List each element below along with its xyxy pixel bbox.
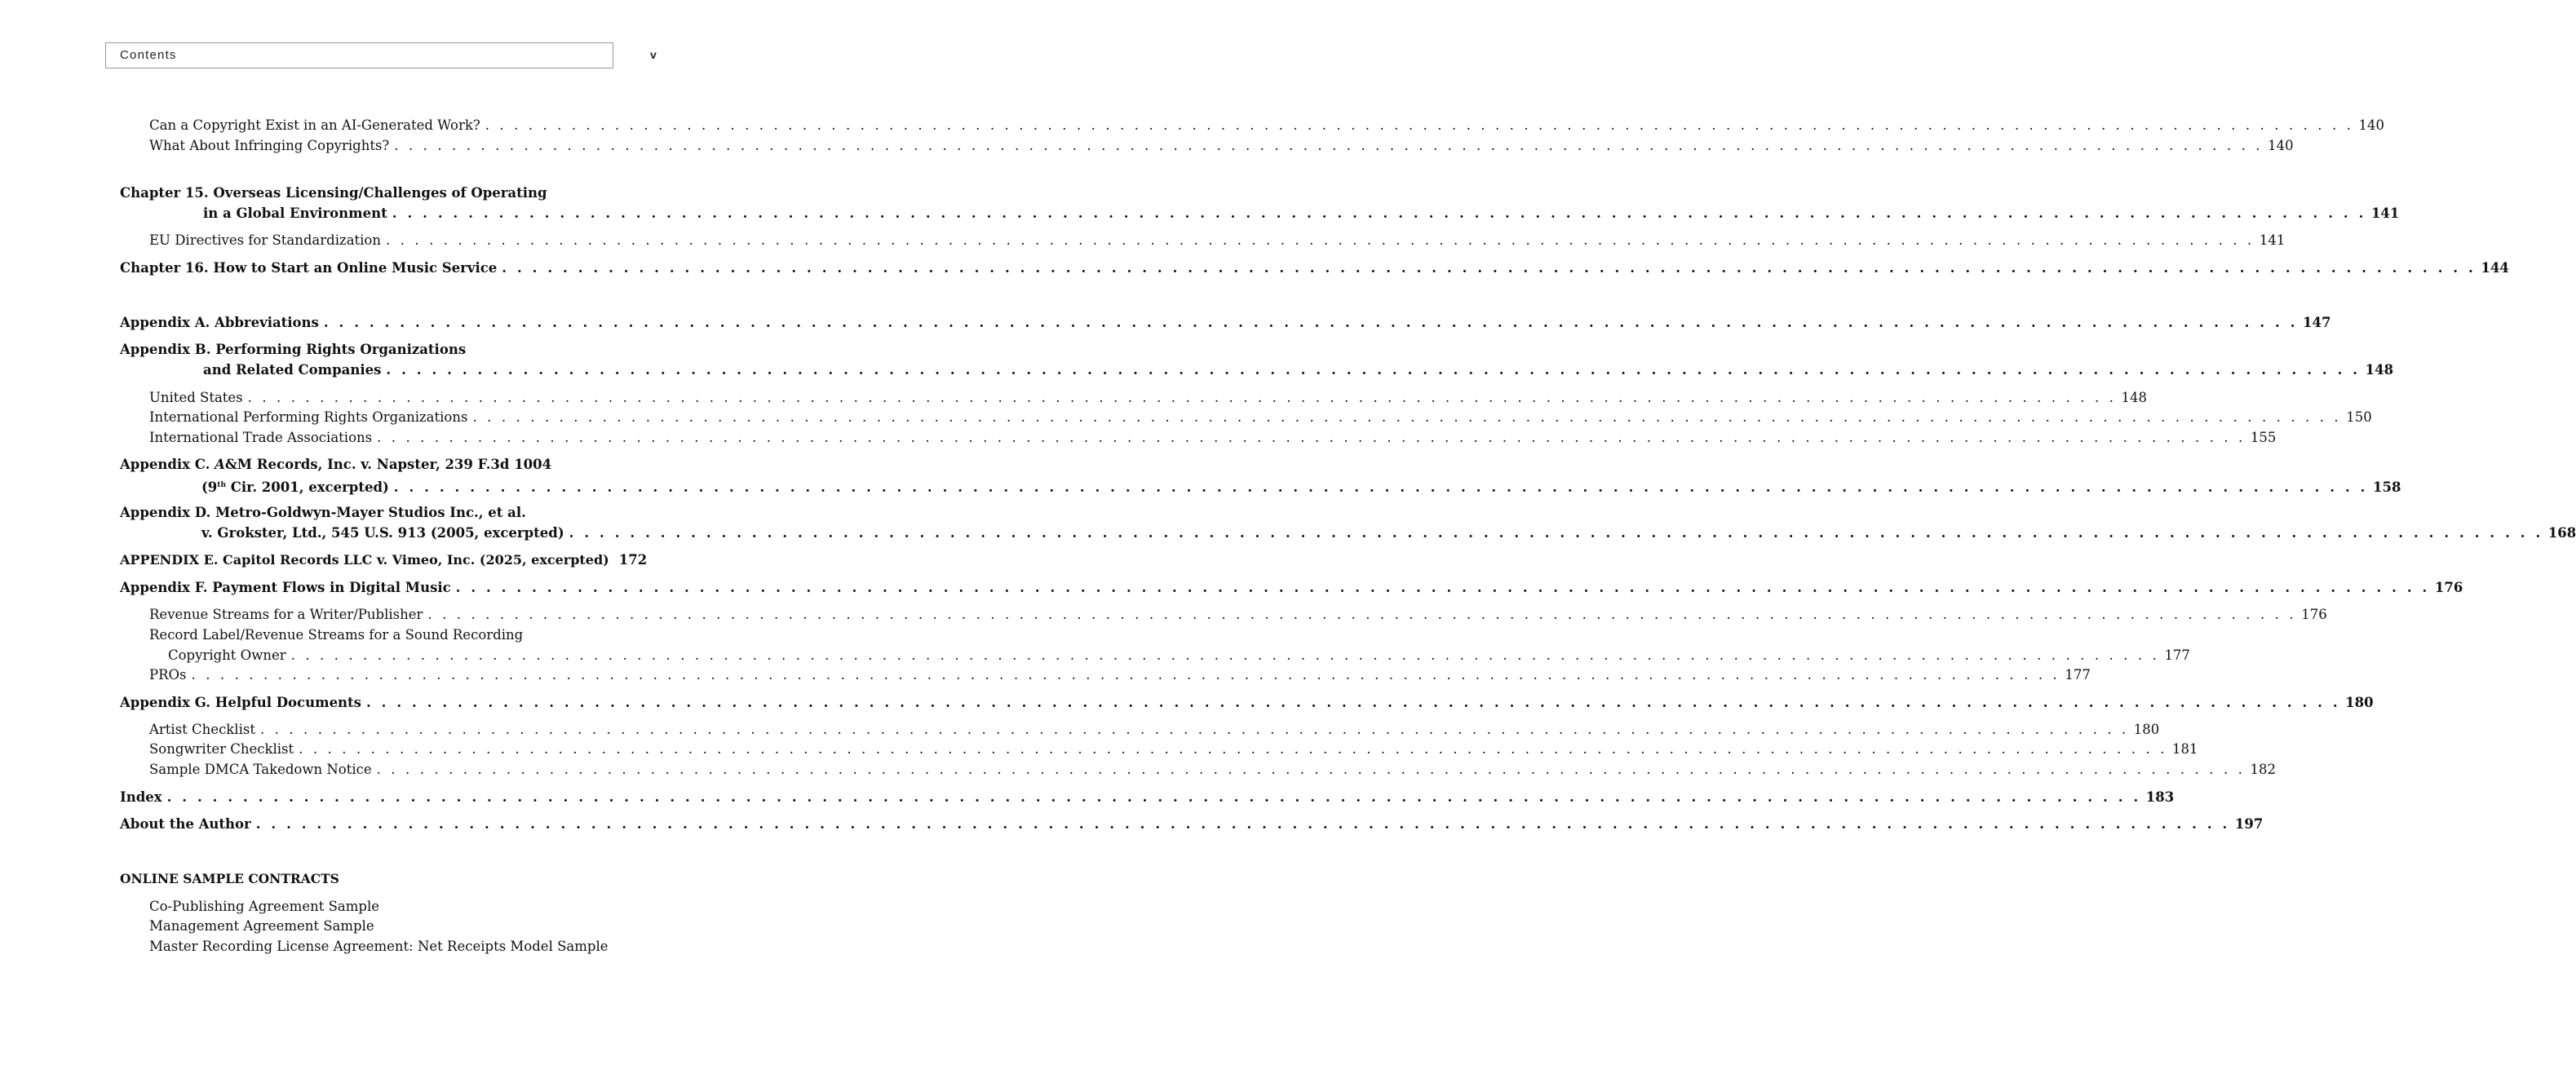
toc-entry[interactable]: Chapter 16. How to Start an Online Music Service . . . 144 — [120, 259, 614, 277]
online-contract-item[interactable]: Management Agreement Sample — [149, 918, 374, 934]
toc-entry[interactable]: Appendix F. Payment Flows in Digital Music . . . 176 — [120, 579, 614, 597]
toc-entry[interactable]: Index . . . 183 — [120, 789, 614, 806]
toc-entry[interactable]: PROs . . . 177 — [149, 666, 614, 684]
header-title: Contents — [120, 48, 177, 62]
toc-entry[interactable]: International Performing Rights Organizations . . . 150 — [149, 409, 614, 426]
running-header — [105, 42, 613, 68]
toc-entry[interactable]: v. Grokster, Ltd., 545 U.S. 913 (2005, excerpted) . . . 168 — [201, 524, 614, 542]
toc-entry[interactable]: Appendix A. Abbreviations . . . 147 — [120, 314, 614, 332]
toc-entry[interactable]: Can a Copyright Exist in an AI-Generated Work? . . . 140 — [149, 117, 614, 135]
online-contracts-heading: ONLINE SAMPLE CONTRACTS — [120, 871, 339, 886]
toc-entry[interactable]: International Trade Associations . . . 155 — [149, 429, 614, 447]
toc-entry[interactable]: Appendix G. Helpful Documents . . . 180 — [120, 694, 614, 712]
toc-entry[interactable]: APPENDIX E. Capitol Records LLC v. Vimeo, Inc. (2025, excerpted) 172 — [120, 552, 648, 568]
toc-entry[interactable]: EU Directives for Standardization . . . 141 — [149, 232, 614, 250]
toc-entry[interactable]: What About Infringing Copyrights? . . . 140 — [149, 137, 614, 155]
toc-entry[interactable]: in a Global Environment . . . 141 — [203, 205, 614, 223]
record-label-title[interactable]: Record Label/Revenue Streams for a Sound Recording — [149, 627, 524, 643]
toc-entry[interactable]: and Related Companies . . . 148 — [203, 361, 614, 379]
toc-entry[interactable]: Songwriter Checklist . . . 181 — [149, 740, 614, 758]
toc-entry[interactable]: United States . . . 148 — [149, 389, 614, 407]
toc-entry[interactable]: (9th Cir. 2001, excerpted) . . . 158 — [201, 476, 614, 497]
toc-entry[interactable]: Artist Checklist . . . 180 — [149, 721, 614, 739]
chapter-15-title[interactable]: Chapter 15. Overseas Licensing/Challenges of Operating — [120, 185, 547, 201]
page-number: v — [650, 48, 657, 61]
toc-entry[interactable]: Revenue Streams for a Writer/Publisher . . . 176 — [149, 606, 614, 624]
toc-entry[interactable]: Sample DMCA Takedown Notice . . . 182 — [149, 761, 614, 779]
appendix-b-title[interactable]: Appendix B. Performing Rights Organizations — [120, 342, 467, 357]
online-contract-item[interactable]: Co-Publishing Agreement Sample — [149, 899, 379, 914]
toc-entry[interactable]: Copyright Owner . . . 177 — [168, 647, 614, 665]
toc-entry[interactable]: About the Author . . . 197 — [120, 815, 614, 833]
appendix-d-title[interactable]: Appendix D. Metro-Goldwyn-Mayer Studios Inc., et al. — [120, 505, 526, 520]
appendix-c-title[interactable]: Appendix C. A&M Records, Inc. v. Napster, 239 F.3d 1004 — [120, 457, 552, 472]
online-contract-item[interactable]: Master Recording License Agreement: Net Receipts Model Sample — [149, 939, 609, 954]
